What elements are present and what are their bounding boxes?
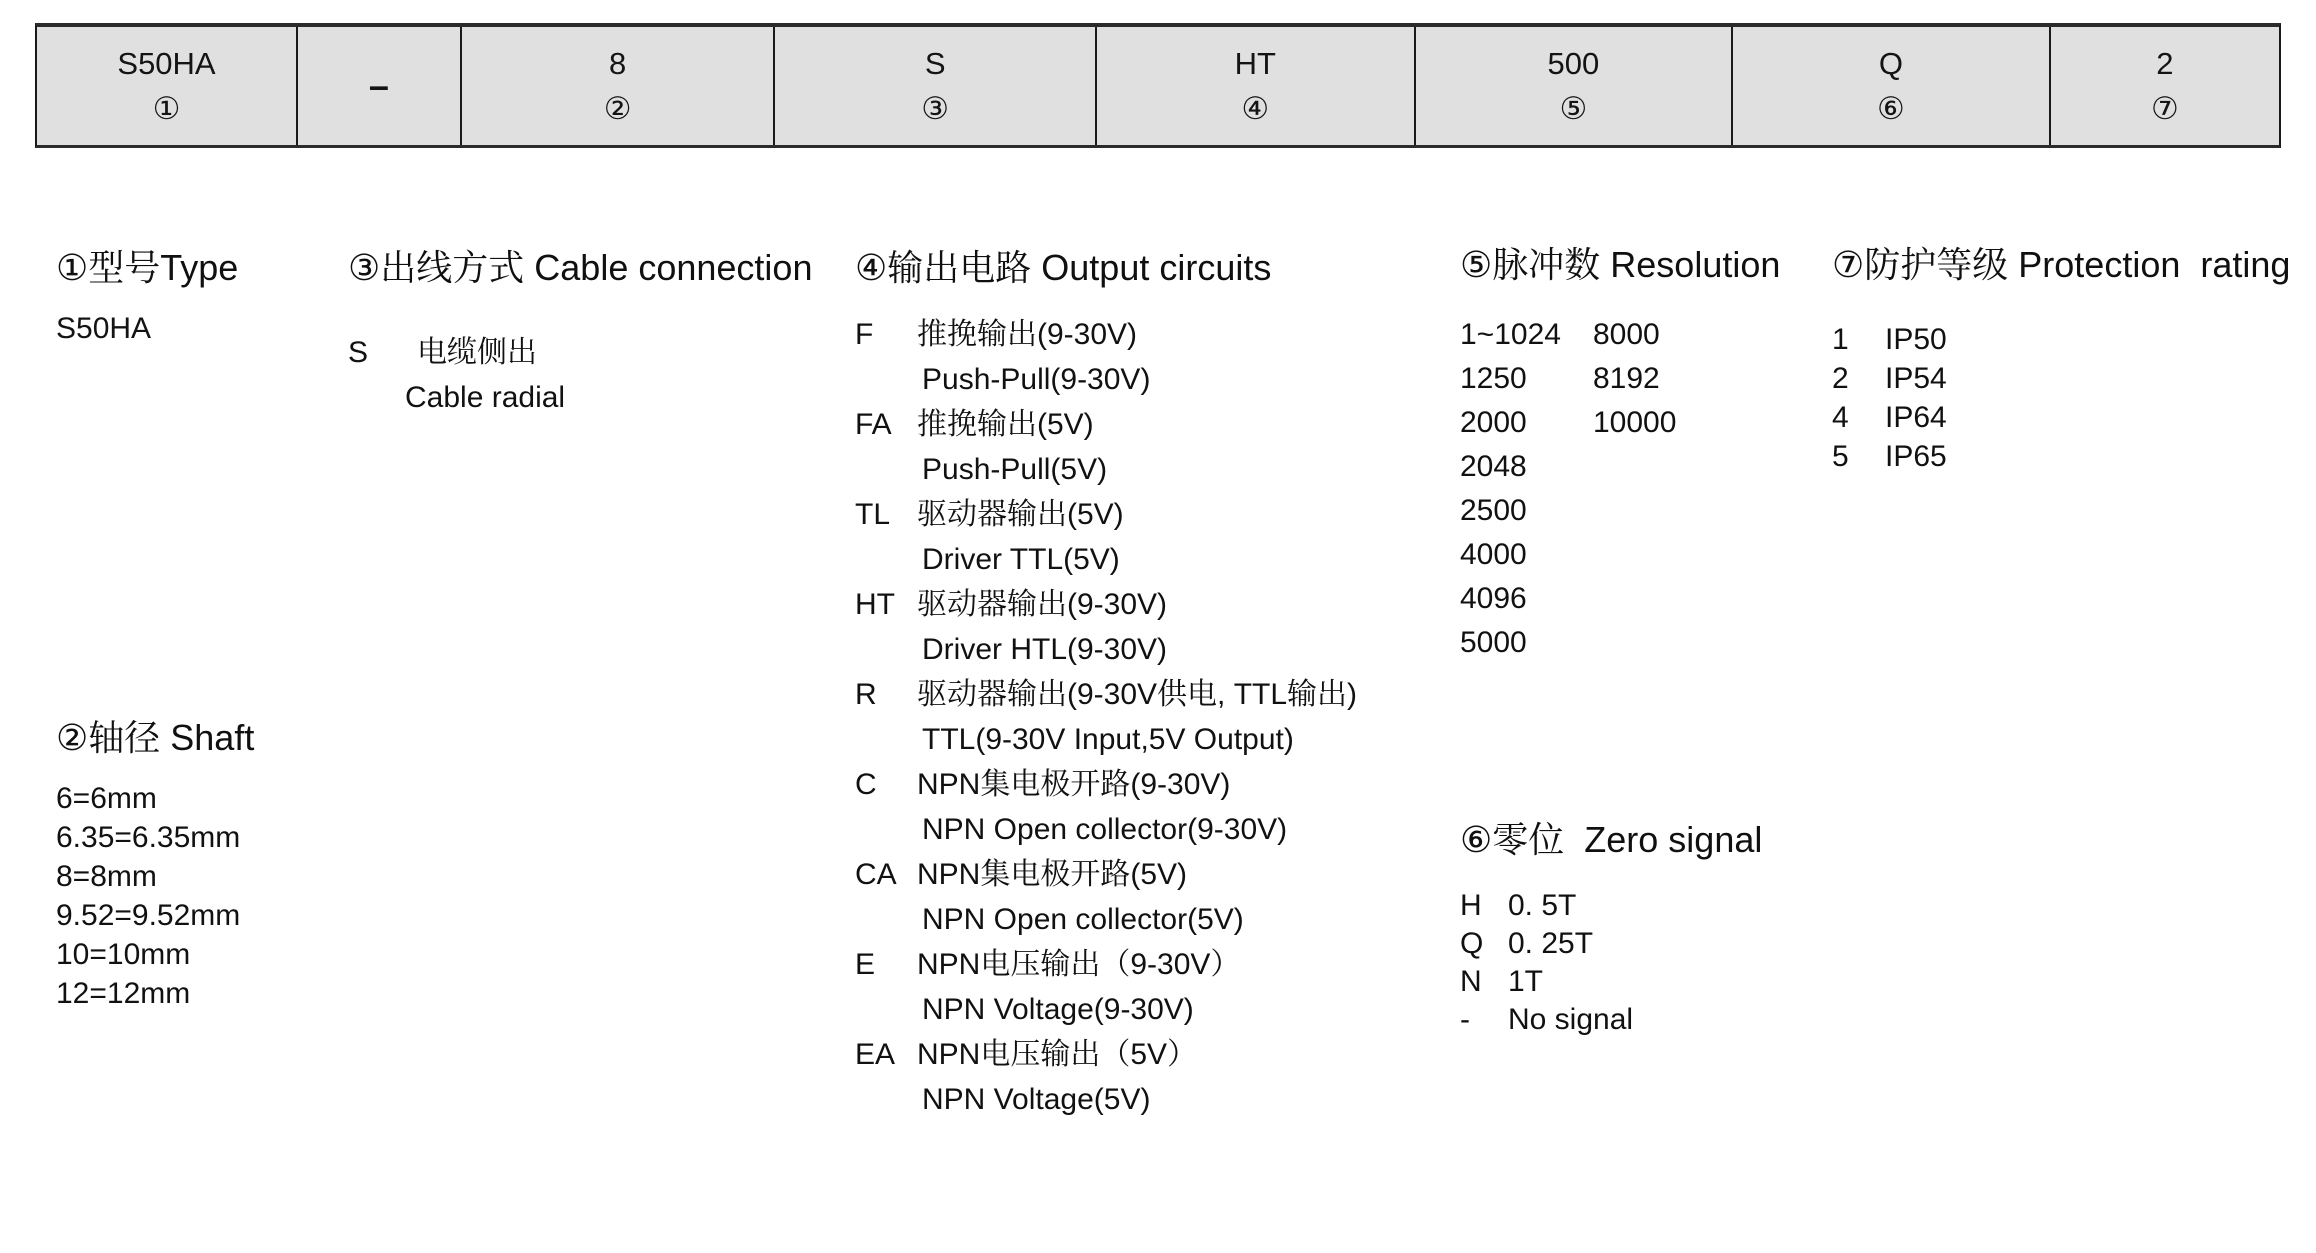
option-code: FA [855,408,892,441]
list-item [855,447,1357,492]
list-item: 10=10mm [56,938,191,971]
section-cable-heading: ③出线方式 Cable connection [348,247,813,288]
model-segment-type [37,27,298,145]
list-item [1832,398,2290,437]
circled-2-icon: ② [603,91,632,126]
model-segment-cable [775,27,1097,145]
option-code: Q [1460,927,1484,960]
list-item [855,357,1357,402]
list-item: 4096 [1460,582,1527,615]
section-output-heading: ④输出电路 Output circuits [855,247,1272,288]
section-output-circuits [855,246,1357,1122]
list-item [1832,320,2290,359]
list-item [1460,925,1762,963]
zero-signal-list [1460,887,1762,1039]
list-item [855,537,1357,582]
segment-value: – [368,65,389,106]
section-protection-heading: ⑦防护等级 Protection rating [1832,244,2291,285]
option-label-en: Push-Pull(9-30V) [922,363,1151,396]
option-code: 5 [1832,440,1849,473]
section-zero-signal [1460,818,1762,1039]
option-label-en: NPN Open collector(5V) [922,903,1244,936]
section-resolution [1460,243,1780,665]
list-item [855,627,1357,672]
option-value: 1T [1508,965,1544,998]
option-label-en: NPN Voltage(9-30V) [922,993,1194,1026]
list-item: 5000 [1460,626,1527,659]
option-label-en: Push-Pull(5V) [922,453,1108,486]
option-code: S [348,336,369,369]
list-item [1460,1001,1762,1039]
list-item [855,762,1357,807]
list-item: 8000 [1593,318,1660,351]
option-label-cn: 推挽输出(5V) [917,408,1094,441]
segment-value: S50HA [117,46,216,81]
circled-5-icon: ⑤ [1559,91,1588,126]
cable-option [348,330,812,375]
circled-4-icon: ④ [1241,91,1270,126]
option-code: EA [855,1038,896,1071]
resolution-col2 [1593,313,1676,665]
option-code: R [855,678,877,711]
list-item [855,582,1357,627]
circled-7-icon: ⑦ [2150,91,2179,126]
option-code: H [1460,889,1482,922]
model-number-table [35,23,2281,148]
list-item: 8192 [1593,362,1660,395]
list-item: 6.35=6.35mm [56,821,241,854]
list-item [855,987,1357,1032]
option-label-cn: 驱动器输出(9-30V) [917,588,1168,621]
section-zero-heading: ⑥零位 Zero signal [1460,819,1763,860]
resolution-list [1460,313,1780,665]
list-item [1460,963,1762,1001]
option-label-cn: NPN电压输出（9-30V） [917,948,1241,981]
list-item [1460,887,1762,925]
section-protection-rating [1832,243,2290,476]
option-value: 0. 5T [1508,889,1577,922]
option-code: HT [855,588,895,621]
output-circuits-list [855,312,1357,1122]
model-segment-resolution [1416,27,1734,145]
protection-list [1832,320,2290,476]
section-shaft-heading: ②轴径 Shaft [56,717,255,758]
list-item [855,942,1357,987]
option-code: 2 [1832,362,1849,395]
segment-value: 8 [608,46,627,81]
type-value: S50HA [56,312,152,345]
option-code: N [1460,965,1482,998]
list-item: 2500 [1460,494,1527,527]
section-cable-connection [348,246,812,420]
shaft-list [56,779,254,1013]
model-segment-shaft [462,27,776,145]
section-type-heading: ①型号Type [56,247,239,288]
option-code: C [855,768,877,801]
option-value: IP54 [1885,362,1947,395]
option-code: E [855,948,876,981]
model-segment-output [1097,27,1416,145]
list-item [855,717,1357,762]
option-label-cn: 电缆侧出 [417,336,537,369]
list-item: 4000 [1460,538,1527,571]
option-value: IP50 [1885,323,1947,356]
list-item [1832,437,2290,476]
section-resolution-heading: ⑤脉冲数 Resolution [1460,244,1781,285]
option-code: 4 [1832,401,1849,434]
option-value: 0. 25T [1508,927,1594,960]
list-item: 12=12mm [56,977,191,1010]
segment-value: HT [1234,46,1276,81]
option-label-en: Driver HTL(9-30V) [922,633,1168,666]
list-item [855,897,1357,942]
segment-value: 500 [1547,46,1600,81]
list-item: 9.52=9.52mm [56,899,241,932]
option-label-en: Cable radial [405,381,566,414]
list-item [855,672,1357,717]
option-label-cn: NPN电压输出（5V） [917,1038,1198,1071]
list-item: 1250 [1460,362,1527,395]
section-type [56,246,238,346]
segment-value: S [924,46,946,81]
option-code: F [855,318,874,351]
circled-6-icon: ⑥ [1877,91,1905,126]
segment-value: 2 [2156,46,2174,81]
circled-1-icon: ① [152,91,181,126]
option-value: IP65 [1885,440,1947,473]
option-value: IP64 [1885,401,1947,434]
option-label-cn: NPN集电极开路(9-30V) [917,768,1231,801]
option-code: - [1460,1003,1470,1036]
list-item: 2000 [1460,406,1527,439]
list-item: 2048 [1460,450,1527,483]
option-code: CA [855,858,897,891]
list-item [855,312,1357,357]
option-label-en: TTL(9-30V Input,5V Output) [922,723,1294,756]
option-label-en: NPN Voltage(5V) [922,1083,1151,1116]
option-value: No signal [1508,1003,1634,1036]
resolution-col1 [1460,313,1593,665]
list-item [855,807,1357,852]
option-code: TL [855,498,891,531]
model-segment-separator [298,27,462,145]
circled-3-icon: ③ [921,91,950,126]
list-item [1832,359,2290,398]
segment-value: Q [1878,46,1904,81]
option-label-en: Driver TTL(5V) [922,543,1120,576]
list-item: 10000 [1593,406,1677,439]
option-label-cn: 驱动器输出(5V) [917,498,1124,531]
option-label-cn: NPN集电极开路(5V) [917,858,1188,891]
option-code: 1 [1832,323,1849,356]
model-segment-protection [2051,27,2279,145]
list-item [855,1077,1357,1122]
section-shaft [56,716,254,1013]
list-item [855,492,1357,537]
option-label-cn: 驱动器输出(9-30V供电, TTL输出) [917,678,1358,711]
list-item [855,1032,1357,1077]
list-item [855,852,1357,897]
list-item: 1~1024 [1460,318,1561,351]
list-item: 8=8mm [56,860,157,893]
model-segment-zero [1733,27,2051,145]
list-item: 6=6mm [56,782,157,815]
list-item [855,402,1357,447]
option-label-cn: 推挽输出(9-30V) [917,318,1138,351]
option-label-en: NPN Open collector(9-30V) [922,813,1288,846]
